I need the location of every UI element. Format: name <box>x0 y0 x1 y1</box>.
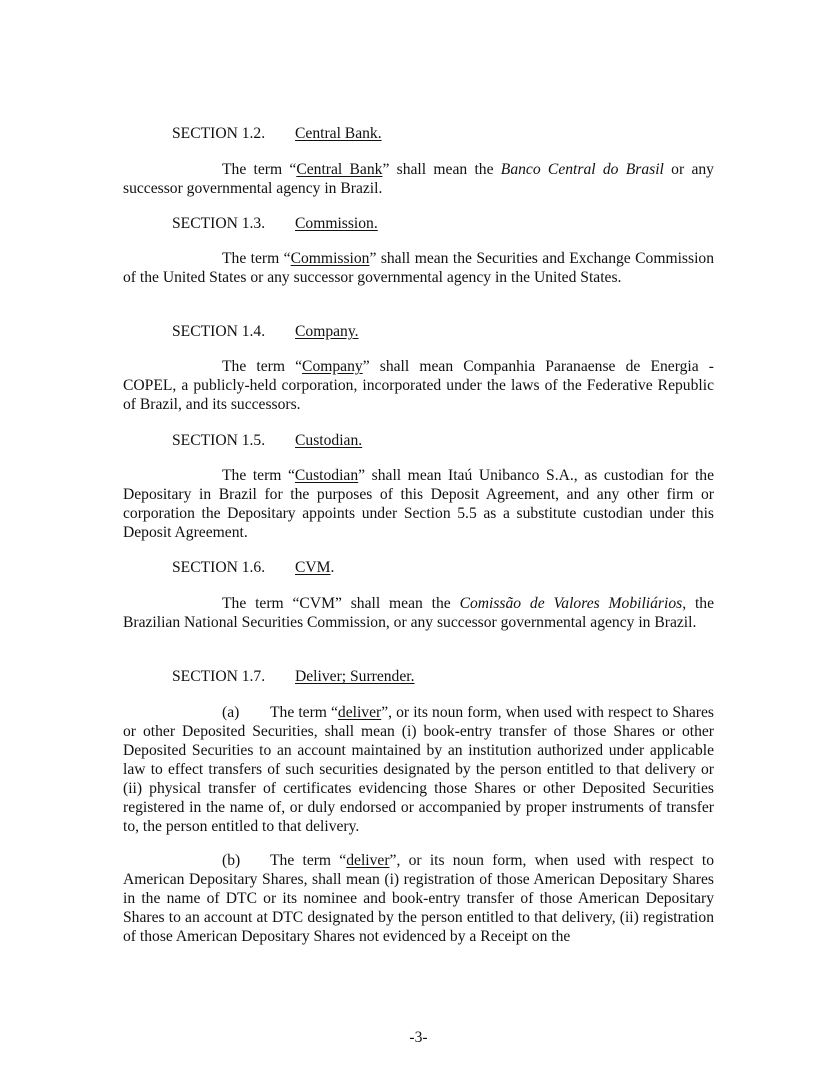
section-title: Deliver; Surrender. <box>295 668 415 685</box>
section-number: SECTION 1.3. <box>172 215 266 232</box>
section-title: Company. <box>295 323 359 340</box>
text-run: ” shall mean Companhia Paranaense de Energia - COPEL, a publicly-held corporation, incorporated under the laws of the Federative Republic of Brazil, and its successors. <box>123 358 714 413</box>
subparagraph-label: (b) <box>222 852 241 869</box>
section-number: SECTION 1.2. <box>172 125 266 142</box>
section-heading-1-3 <box>172 214 378 233</box>
section-paragraph-1-6 <box>123 594 714 632</box>
page-number: -3- <box>409 1029 428 1046</box>
section-title: Commission. <box>295 215 378 232</box>
text-run: The term “ <box>270 852 347 869</box>
title-suffix: . <box>330 559 335 576</box>
subparagraph-label: (a) <box>222 704 240 721</box>
text-run: ”, or its noun form, when used with respect to American Depositary Shares, shall mean (i) registration of those American Depositary Shares in the name of DTC or its nominee and book-entry transfer of those American Depositary Shares to an account at DTC designated by the person entitled to that delivery, (ii) registration of those American Depositary Shares not evidenced by a Receipt on the <box>123 852 714 945</box>
section-paragraph-1-4 <box>123 357 714 414</box>
section-number: SECTION 1.6. <box>172 559 266 576</box>
defined-term: Company <box>302 358 363 375</box>
defined-term: deliver <box>346 852 390 869</box>
section-title: CVM <box>295 559 331 576</box>
section-paragraph-1-2 <box>123 160 714 198</box>
subparagraph-a <box>123 703 714 836</box>
defined-term: Central Bank <box>296 161 383 178</box>
text-run: The term “ <box>222 250 291 267</box>
section-title: Custodian. <box>295 432 363 449</box>
defined-term: deliver <box>337 704 382 721</box>
text-run: ”, or its noun form, when used with respect to Shares or other Deposited Securities, shall mean (i) book-entry transfer of those Shares or other Deposited Securities to an account maintained by an institution authorized under applicable law to effect transfers of such securities designated by the person entitled to that delivery or (ii) physical transfer of certificates evidencing those Shares or other Deposited Securities registered in the name of, or duly endorsed or accompanied by proper instruments of transfer to, the person entitled to that delivery. <box>123 704 714 835</box>
text-run: The term “ <box>222 358 303 375</box>
text-run: The term “ <box>222 467 295 484</box>
text-run: ” shall mean the Securities and Exchange Commission of the United States or any successor governmental agency in the United States. <box>123 250 714 286</box>
italic-term: Banco Central do Brasil <box>500 161 664 178</box>
defined-term: Custodian <box>294 467 359 484</box>
section-paragraph-1-3 <box>123 249 714 287</box>
subparagraph-b <box>123 851 714 946</box>
section-heading-1-5 <box>172 431 362 450</box>
text-run: or any successor governmental agency in Brazil. <box>123 161 714 197</box>
italic-term: Comissão de Valores Mobiliários, <box>459 595 687 612</box>
section-number: SECTION 1.7. <box>172 668 266 685</box>
section-heading-1-7 <box>172 667 415 686</box>
text-run: The term “CVM” shall mean the <box>222 595 460 612</box>
section-heading-1-6 <box>172 558 334 577</box>
section-number: SECTION 1.4. <box>172 323 266 340</box>
section-number: SECTION 1.5. <box>172 432 266 449</box>
section-title: Central Bank. <box>295 125 382 142</box>
text-run: ” shall mean the <box>382 161 501 178</box>
text-run: the Brazilian National Securities Commission, or any successor governmental agency in Brazil. <box>123 595 714 631</box>
text-run: The term “ <box>222 161 297 178</box>
text-run: ” shall mean Itaú Unibanco S.A., as custodian for the Depositary in Brazil for the purposes of this Deposit Agreement, and any other firm or corporation the Depositary appoints under Section 5.5 as a substitute custodian under this Deposit Agreement. <box>123 467 714 541</box>
section-heading-1-2 <box>172 124 382 143</box>
section-paragraph-1-5 <box>123 466 714 542</box>
text-run: The term “ <box>270 704 338 721</box>
defined-term: Commission <box>290 250 370 267</box>
section-heading-1-4 <box>172 322 359 341</box>
